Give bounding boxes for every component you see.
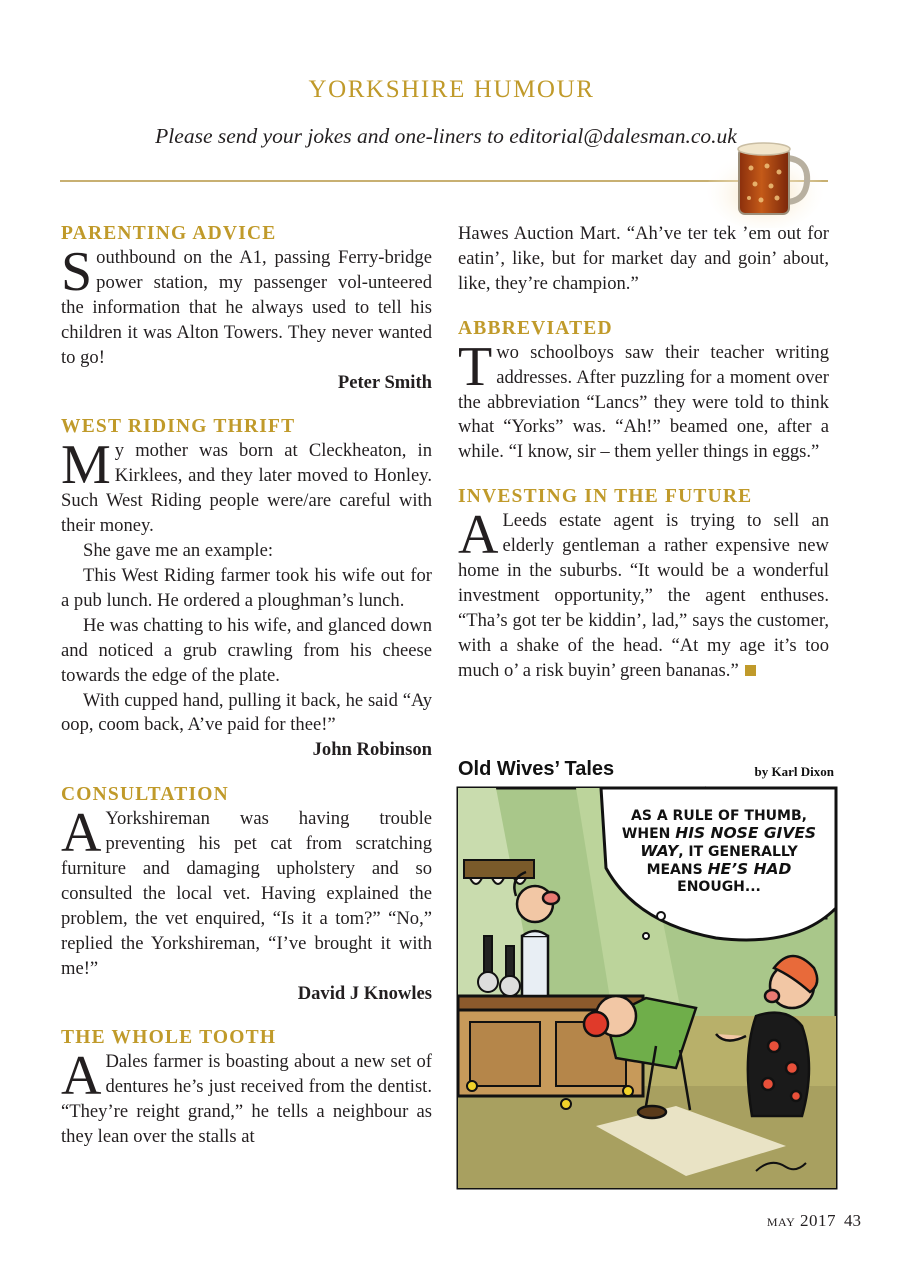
section-title: WEST RIDING THRIFT <box>61 416 296 438</box>
cartoon-header <box>458 758 836 786</box>
section-tooth-continued <box>458 222 829 297</box>
paragraph-text: With cupped hand, pulling it back, he said “Ay oop, coom back, A’ve paid for thee!” <box>61 689 432 736</box>
speech-bubble <box>604 808 834 896</box>
footer-date: may 2017 <box>766 1211 836 1230</box>
cartoon-title: Old Wives’ Tales <box>458 758 615 780</box>
section-the-whole-tooth <box>61 1026 432 1150</box>
section-title: CONSULTATION <box>61 784 229 806</box>
section-body <box>458 335 829 466</box>
beer-mug-icon <box>705 128 825 228</box>
section-investing-in-the-future <box>458 485 829 683</box>
bubble-text-span: WHEN <box>621 826 676 842</box>
page-title: YORKSHIRE HUMOUR <box>308 76 595 103</box>
section-body <box>61 1045 432 1150</box>
paragraph-text: He was chatting to his wife, and glanced down and noticed a grub crawling from his cheese towards the edge of the plate. <box>61 614 432 686</box>
bubble-line: ENOUGH... <box>677 879 761 895</box>
bubble-text-span: , IT GENERALLY <box>678 844 798 860</box>
paragraph-text: outhbound on the A1, passing Ferry-bridge power station, my passenger vol-unteered the information that he always used to tell his children it was Alton Towers. They never wanted to go! <box>61 247 432 368</box>
section-parenting-advice <box>61 222 432 395</box>
drop-cap: M <box>61 434 111 497</box>
paragraph-text: Hawes Auction Mart. “Ah’ve ter tek ’em out for eatin’, like, but for market day and goin’ about, like, they’re champion.” <box>458 223 829 294</box>
section-abbreviated <box>458 317 829 466</box>
drop-cap: A <box>61 1045 102 1108</box>
section-title: PARENTING ADVICE <box>61 223 277 244</box>
section-body <box>61 241 432 371</box>
section-body <box>458 504 829 683</box>
page-subtitle: Please send your jokes and one-liners to editorial@dalesman.co.uk <box>155 124 737 148</box>
paragraph-text: y mother was born at Cleckheaton, in Kirklees, and they later moved to Honley. Such West Riding people were/are careful with their money. <box>61 440 432 537</box>
end-mark-icon <box>745 665 756 676</box>
bubble-line <box>604 843 834 861</box>
drop-cap: S <box>61 241 93 303</box>
section-west-riding-thrift <box>61 415 432 763</box>
drop-cap: A <box>61 802 102 865</box>
bubble-emphasis: WAY <box>640 842 679 860</box>
section-body <box>61 434 432 539</box>
bubble-line <box>604 825 834 843</box>
section-title: INVESTING IN THE FUTURE <box>458 486 753 508</box>
cartoon-credit: by Karl Dixon <box>754 764 834 779</box>
paragraph-text: Dales farmer is boasting about a new set of dentures he’s just received from the dentist. “They’re reight grand,” he tells a neighbour as they lean over the stalls at <box>61 1051 432 1148</box>
paragraph-text: This West Riding farmer took his wife out for a pub lunch. He ordered a ploughman’s lunch. <box>61 564 432 611</box>
bubble-text-span: MEANS <box>646 862 708 878</box>
section-title: THE WHOLE TOOTH <box>61 1027 277 1049</box>
paragraph-text: She gave me an example: <box>83 540 273 562</box>
byline: Peter Smith <box>337 371 432 393</box>
paragraph-text: Leeds estate agent is trying to sell an elderly gentleman a rather expensive new home in the suburbs. “It would be a wonderful investment opportunity,” the agent enthuses. “Tha’s got ter be kiddin’, lad,” says the customer, with a shake of the head. “At my age it’s too much o’ a risk buyin’ green bananas.” <box>458 510 829 681</box>
page-footer <box>767 1211 861 1231</box>
drop-cap: A <box>458 504 499 567</box>
section-title: ABBREVIATED <box>458 317 613 339</box>
paragraph-text: Yorkshireman was having trouble preventing his pet cat from scratching furniture and damaging upholstery and so consulted the local vet. Having explained the problem, the vet enquired, “Is it a tom?” “No,” replied the Yorkshireman, “I’ve brought it with me!” <box>61 808 432 979</box>
section-consultation <box>61 783 432 1006</box>
section-body <box>61 802 432 981</box>
bubble-line <box>604 861 834 879</box>
bubble-emphasis: HIS NOSE GIVES <box>675 824 817 842</box>
byline: John Robinson <box>312 739 432 761</box>
bubble-emphasis: HE’S HAD <box>707 860 792 878</box>
byline: David J Knowles <box>297 982 432 1004</box>
drop-cap: T <box>458 335 493 398</box>
page-number: 43 <box>844 1211 861 1230</box>
right-column <box>458 222 829 704</box>
left-column <box>61 222 432 1170</box>
bubble-line: AS A RULE OF THUMB, <box>631 808 807 824</box>
paragraph-text: wo schoolboys saw their teacher writing addresses. After puzzling for a moment over the abbreviation “Lancs” they were told to think what “Yorks” was. “Ah!” beamed one, after a while. “I know, sir – them yeller things in eggs.” <box>458 341 829 463</box>
